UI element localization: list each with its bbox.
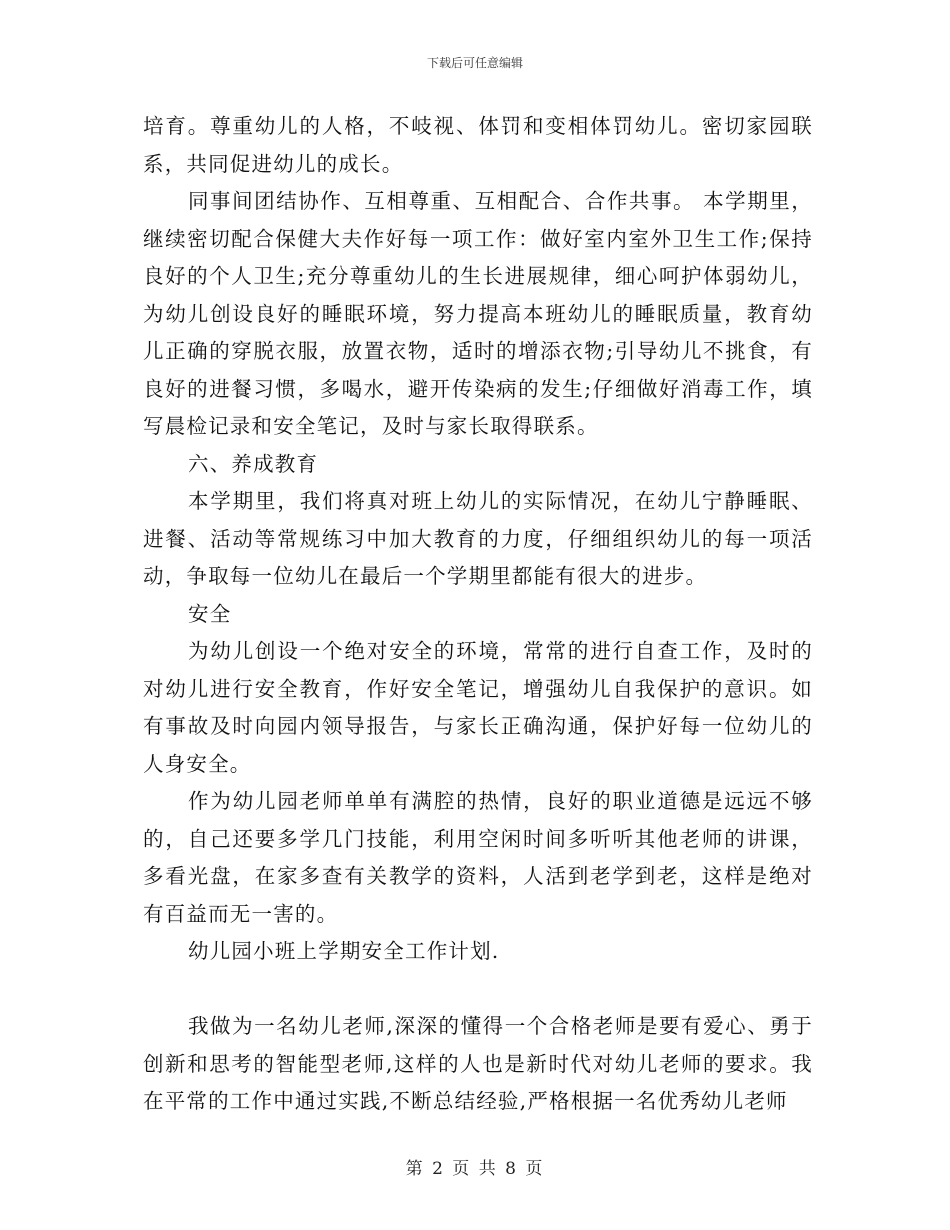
section-heading: 六、养成教育 (188, 451, 319, 476)
blank-line (143, 971, 813, 1009)
document-body (143, 108, 813, 1121)
paragraph: 同事间团结协作、互相尊重、互相配合、合作共事。 本学期里，继续密切配合保健大夫作好每一项工作：做好室内室外卫生工作;保持良好的个人卫生;充分尊重幼儿的生长进展规律，细心呵护体弱幼儿，为幼儿创设良好的睡眠环境，努力提高本班幼儿的睡眠质量，教育幼儿正确的穿脱衣服，放置衣物，适时的增添衣物;引导幼儿不挑食，有良好的进餐习惯，多喝水，避开传染病的发生;仔细做好消毒工作，填写晨检记录和安全笔记，及时与家长取得联系。 (143, 189, 813, 438)
page-footer: 第 2 页 共 8 页 (405, 1159, 545, 1179)
paragraph: 我做为一名幼儿老师,深深的懂得一个合格老师是要有爱心、勇于创新和思考的智能型老师,这样的人也是新时代对幼儿老师的要求。我在平常的工作中通过实践,不断总结经验,严格根据一名优秀幼儿老师 (143, 1014, 813, 1113)
page-header: 下载后可任意编辑 (426, 56, 523, 70)
paragraph: 作为幼儿园老师单单有满腔的热情，良好的职业道德是远远不够的，自己还要多学几门技能，利用空闲时间多听听其他老师的讲课，多看光盘，在家多查有关教学的资料，人活到老学到老，这样是绝对有百益而无一害的。 (143, 789, 813, 926)
section-heading: 安全 (188, 601, 232, 626)
paragraph: 培育。尊重幼儿的人格，不岐视、体罚和变相体罚幼儿。密切家园联系，共同促进幼儿的成长。 (143, 114, 813, 176)
section-title: 幼儿园小班上学期安全工作计划. (188, 939, 500, 963)
paragraph: 本学期里，我们将真对班上幼儿的实际情况，在幼儿宁静睡眠、进餐、活动等常规练习中加大教育的力度，仔细组织幼儿的每一项活动，争取每一位幼儿在最后一个学期里都能有很大的进步。 (143, 489, 813, 588)
paragraph: 为幼儿创设一个绝对安全的环境，常常的进行自查工作，及时的对幼儿进行安全教育，作好安全笔记，增强幼儿自我保护的意识。如有事故及时向园内领导报告，与家长正确沟通，保护好每一位幼儿的人身安全。 (143, 639, 813, 776)
